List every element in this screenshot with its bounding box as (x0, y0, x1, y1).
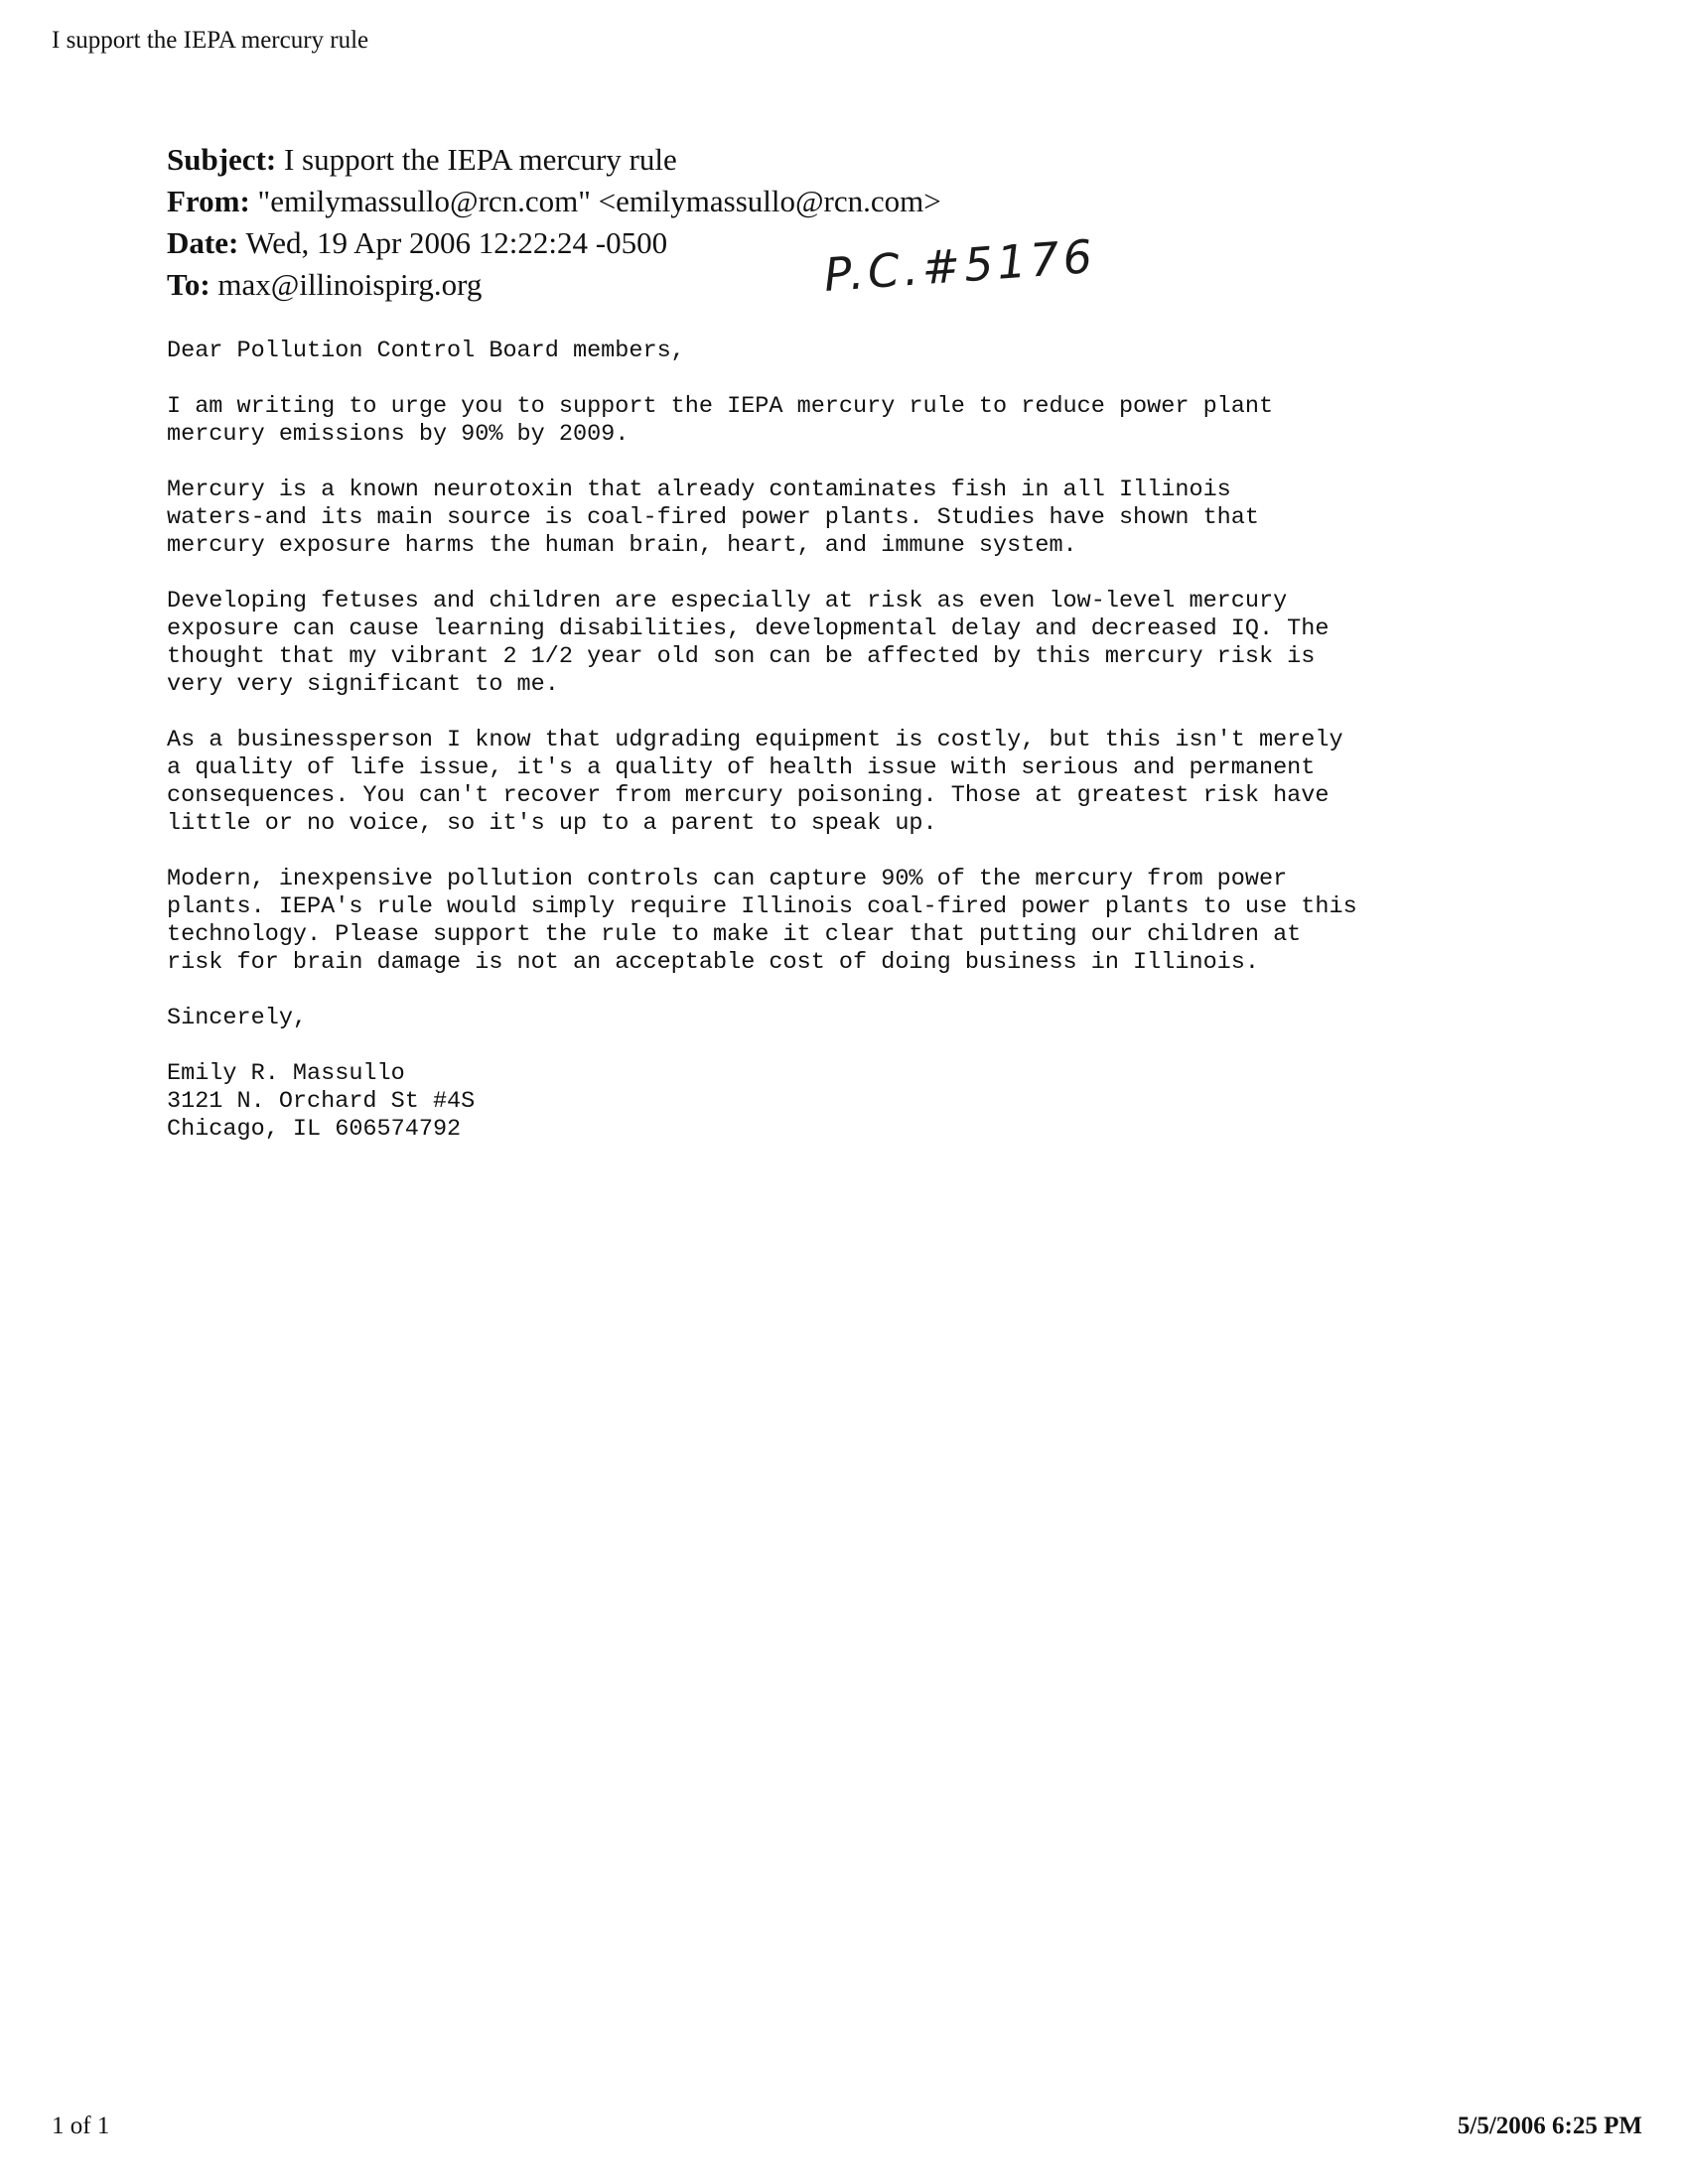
signature-block: Emily R. Massullo 3121 N. Orchard St #4S Chicago, IL 606574792 (167, 1060, 476, 1143)
greeting: Dear Pollution Control Board members, (167, 338, 685, 364)
from-label: From: (167, 184, 250, 218)
email-body (167, 338, 1537, 1144)
print-timestamp: 5/5/2006 6:25 PM (1457, 2113, 1642, 2139)
body-paragraph: Developing fetuses and children are especially at risk as even low-level mercury exposure can cause learning disabilities, developmental delay and decreased IQ. The thought that my vibrant 2 1/2 year old son can be affected by this mercury risk is very very significant to me. (167, 588, 1330, 698)
from-value: "emilymassullo@rcn.com" <emilymassullo@rcn.com> (257, 184, 941, 218)
subject-value: I support the IEPA mercury rule (283, 142, 677, 177)
body-paragraph: Modern, inexpensive pollution controls can capture 90% of the mercury from power plants. IEPA's rule would simply require Illinois coal-fired power plants to use this technology. Please support the rule to make it clear that putting our children at risk for brain damage is not an acceptable cost of doing business in Illinois. (167, 866, 1357, 976)
subject-label: Subject: (167, 142, 277, 177)
body-paragraph: Mercury is a known neurotoxin that already contaminates fish in all Illinois waters-and its main source is coal-fired power plants. Studies have shown that mercury exposure harms the human brain, heart, and immune system. (167, 477, 1259, 559)
body-paragraph: As a businessperson I know that udgrading equipment is costly, but this isn't merely a quality of life issue, it's a quality of health issue with serious and permanent consequences. You can't recover from mercury poisoning. Those at greatest risk have little or no voice, so it's up to a parent to speak up. (167, 727, 1343, 837)
body-paragraph: I am writing to urge you to support the IEPA mercury rule to reduce power plant mercury emissions by 90% by 2009. (167, 393, 1274, 448)
closing: Sincerely, (167, 1005, 308, 1031)
to-label: To: (167, 267, 210, 302)
from-row (167, 181, 941, 222)
date-label: Date: (167, 225, 239, 260)
to-value: max@illinoispirg.org (217, 267, 483, 302)
page-number: 1 of 1 (52, 2113, 110, 2139)
date-value: Wed, 19 Apr 2006 12:22:24 -0500 (245, 225, 668, 260)
subject-row (167, 139, 941, 181)
page-header-title: I support the IEPA mercury rule (52, 27, 369, 54)
handwritten-annotation: P.C.#5176 (822, 228, 1098, 302)
